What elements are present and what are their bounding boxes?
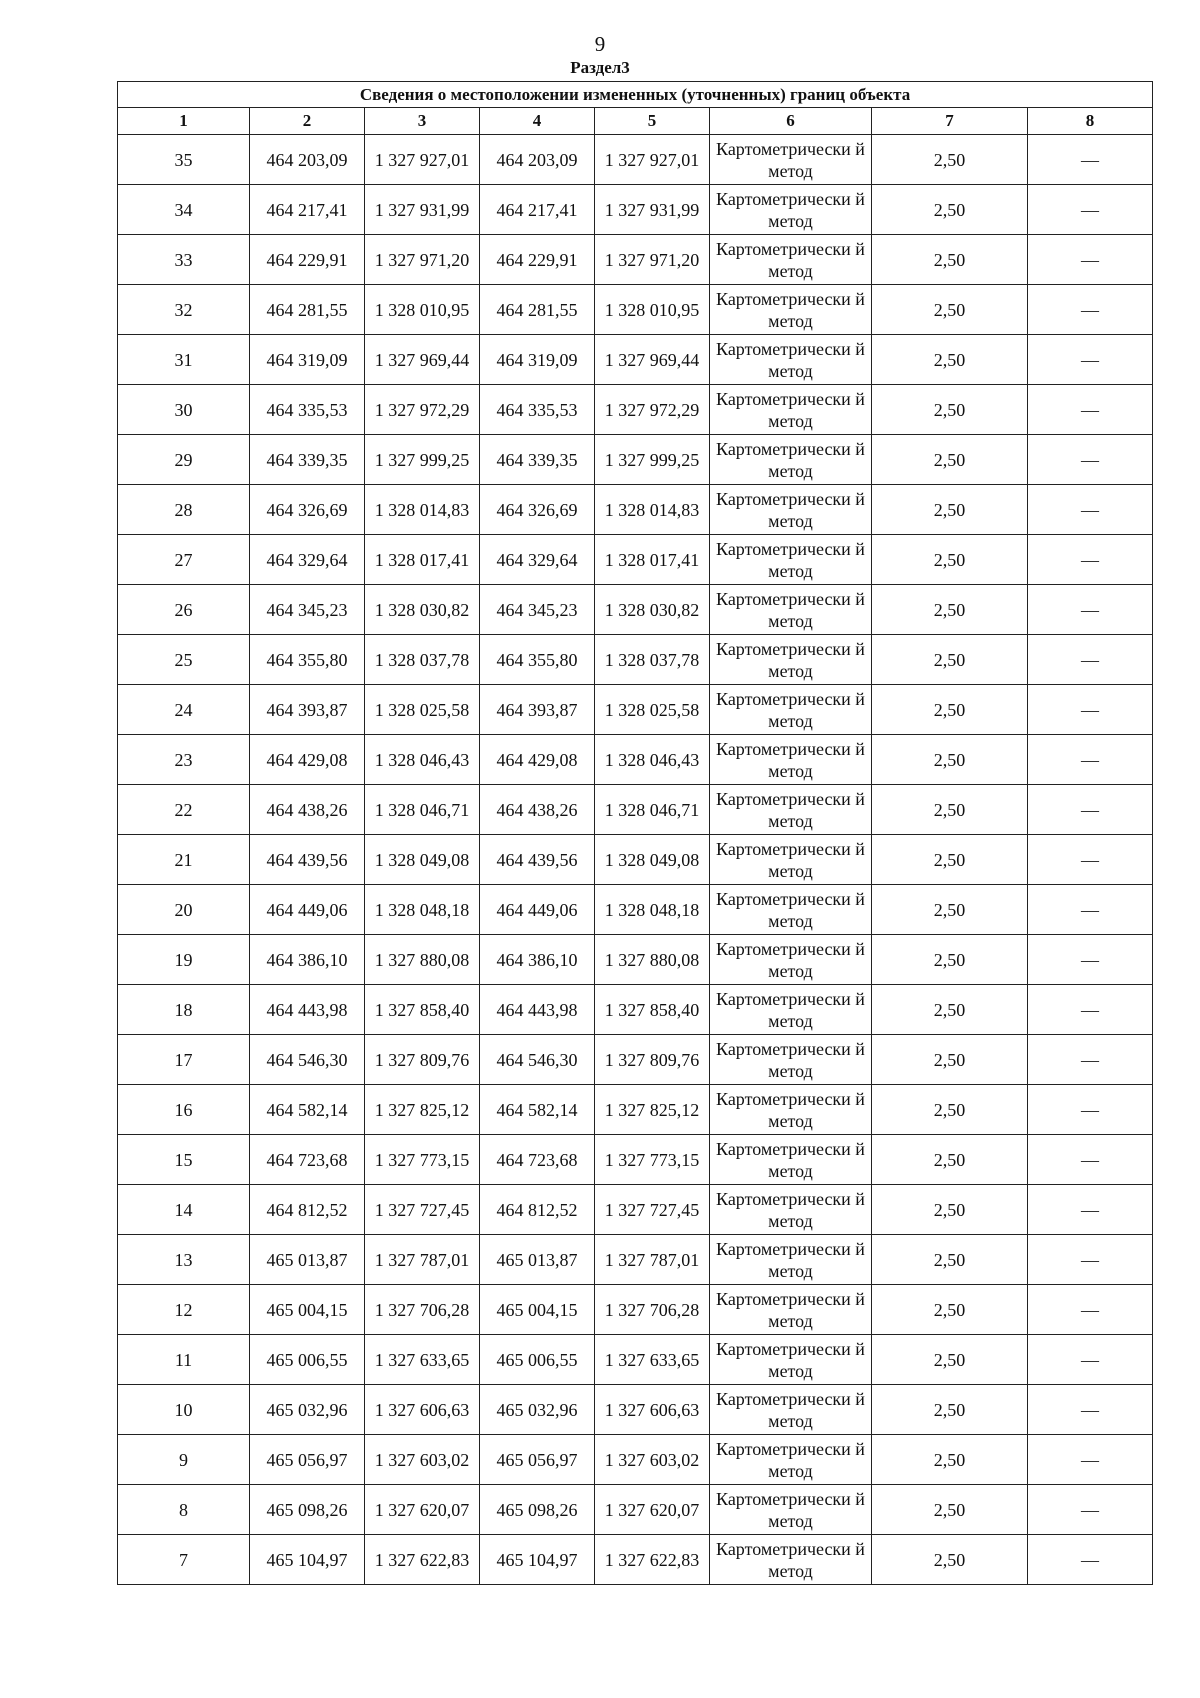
- x-new-cell: 465 006,55: [480, 1335, 595, 1385]
- x-new-cell: 464 345,23: [480, 585, 595, 635]
- y-new-cell: 1 328 049,08: [595, 835, 710, 885]
- method-cell: Картометрически й метод: [710, 1335, 872, 1385]
- point-number-cell: 23: [118, 735, 250, 785]
- table-row: [118, 785, 1153, 835]
- point-number-cell: 19: [118, 935, 250, 985]
- table-row: [118, 235, 1153, 285]
- x-new-cell: 465 104,97: [480, 1535, 595, 1585]
- x-old-cell: 465 004,15: [250, 1285, 365, 1335]
- x-new-cell: 465 013,87: [480, 1235, 595, 1285]
- description-cell: —: [1028, 235, 1153, 285]
- x-new-cell: 464 217,41: [480, 185, 595, 235]
- table-row: [118, 885, 1153, 935]
- point-number-cell: 7: [118, 1535, 250, 1585]
- y-new-cell: 1 327 931,99: [595, 185, 710, 235]
- table-row: [118, 435, 1153, 485]
- y-old-cell: 1 328 049,08: [365, 835, 480, 885]
- accuracy-cell: 2,50: [872, 235, 1028, 285]
- accuracy-cell: 2,50: [872, 685, 1028, 735]
- y-new-cell: 1 327 972,29: [595, 385, 710, 435]
- point-number-cell: 29: [118, 435, 250, 485]
- y-new-cell: 1 328 046,43: [595, 735, 710, 785]
- method-cell: Картометрически й метод: [710, 1535, 872, 1585]
- accuracy-cell: 2,50: [872, 1335, 1028, 1385]
- table-caption: Сведения о местоположении измененных (уточненных) границ объекта: [118, 82, 1153, 108]
- description-cell: —: [1028, 785, 1153, 835]
- y-new-cell: 1 328 048,18: [595, 885, 710, 935]
- y-old-cell: 1 327 706,28: [365, 1285, 480, 1335]
- x-old-cell: 464 449,06: [250, 885, 365, 935]
- description-cell: —: [1028, 1285, 1153, 1335]
- y-old-cell: 1 327 972,29: [365, 385, 480, 435]
- x-old-cell: 464 326,69: [250, 485, 365, 535]
- column-header-1: 1: [118, 108, 250, 135]
- x-old-cell: 465 098,26: [250, 1485, 365, 1535]
- point-number-cell: 12: [118, 1285, 250, 1335]
- table-row: [118, 1035, 1153, 1085]
- y-old-cell: 1 328 037,78: [365, 635, 480, 685]
- description-cell: —: [1028, 1185, 1153, 1235]
- description-cell: —: [1028, 135, 1153, 185]
- column-header-4: 4: [480, 108, 595, 135]
- y-old-cell: 1 327 633,65: [365, 1335, 480, 1385]
- x-new-cell: 465 056,97: [480, 1435, 595, 1485]
- description-cell: —: [1028, 1485, 1153, 1535]
- accuracy-cell: 2,50: [872, 1485, 1028, 1535]
- table-caption-row: [118, 82, 1153, 108]
- column-header-8: 8: [1028, 108, 1153, 135]
- accuracy-cell: 2,50: [872, 785, 1028, 835]
- y-new-cell: 1 327 825,12: [595, 1085, 710, 1135]
- x-new-cell: 464 355,80: [480, 635, 595, 685]
- x-new-cell: 464 546,30: [480, 1035, 595, 1085]
- description-cell: —: [1028, 285, 1153, 335]
- method-cell: Картометрически й метод: [710, 785, 872, 835]
- y-old-cell: 1 328 030,82: [365, 585, 480, 635]
- x-new-cell: 464 723,68: [480, 1135, 595, 1185]
- section-title: Раздел3: [570, 58, 630, 77]
- column-header-7: 7: [872, 108, 1028, 135]
- table-body: [118, 135, 1153, 1585]
- x-old-cell: 464 439,56: [250, 835, 365, 885]
- x-new-cell: 465 004,15: [480, 1285, 595, 1335]
- point-number-cell: 31: [118, 335, 250, 385]
- table-row: [118, 385, 1153, 435]
- description-cell: —: [1028, 935, 1153, 985]
- description-cell: —: [1028, 1235, 1153, 1285]
- x-new-cell: 465 032,96: [480, 1385, 595, 1435]
- x-old-cell: 464 345,23: [250, 585, 365, 635]
- y-old-cell: 1 328 017,41: [365, 535, 480, 585]
- point-number-cell: 11: [118, 1335, 250, 1385]
- accuracy-cell: 2,50: [872, 135, 1028, 185]
- y-old-cell: 1 327 773,15: [365, 1135, 480, 1185]
- x-old-cell: 464 429,08: [250, 735, 365, 785]
- y-old-cell: 1 327 727,45: [365, 1185, 480, 1235]
- description-cell: —: [1028, 735, 1153, 785]
- table-row: [118, 585, 1153, 635]
- accuracy-cell: 2,50: [872, 1135, 1028, 1185]
- x-new-cell: 464 582,14: [480, 1085, 595, 1135]
- method-cell: Картометрически й метод: [710, 385, 872, 435]
- y-old-cell: 1 327 606,63: [365, 1385, 480, 1435]
- y-new-cell: 1 328 010,95: [595, 285, 710, 335]
- description-cell: —: [1028, 1435, 1153, 1485]
- point-number-cell: 15: [118, 1135, 250, 1185]
- x-old-cell: 464 546,30: [250, 1035, 365, 1085]
- table-row: [118, 985, 1153, 1035]
- x-old-cell: 465 104,97: [250, 1535, 365, 1585]
- accuracy-cell: 2,50: [872, 435, 1028, 485]
- table-row: [118, 185, 1153, 235]
- y-new-cell: 1 327 969,44: [595, 335, 710, 385]
- y-new-cell: 1 328 037,78: [595, 635, 710, 685]
- description-cell: —: [1028, 1135, 1153, 1185]
- description-cell: —: [1028, 835, 1153, 885]
- method-cell: Картометрически й метод: [710, 1435, 872, 1485]
- y-old-cell: 1 327 999,25: [365, 435, 480, 485]
- method-cell: Картометрически й метод: [710, 1135, 872, 1185]
- y-old-cell: 1 327 620,07: [365, 1485, 480, 1535]
- y-new-cell: 1 327 858,40: [595, 985, 710, 1035]
- y-new-cell: 1 327 706,28: [595, 1285, 710, 1335]
- method-cell: Картометрически й метод: [710, 985, 872, 1035]
- x-new-cell: 464 812,52: [480, 1185, 595, 1235]
- x-old-cell: 465 056,97: [250, 1435, 365, 1485]
- table-row: [118, 1385, 1153, 1435]
- table-row: [118, 1485, 1153, 1535]
- x-old-cell: 464 812,52: [250, 1185, 365, 1235]
- accuracy-cell: 2,50: [872, 285, 1028, 335]
- accuracy-cell: 2,50: [872, 885, 1028, 935]
- table-row: [118, 485, 1153, 535]
- point-number-cell: 30: [118, 385, 250, 435]
- x-new-cell: 464 429,08: [480, 735, 595, 785]
- y-old-cell: 1 328 025,58: [365, 685, 480, 735]
- x-old-cell: 464 217,41: [250, 185, 365, 235]
- x-old-cell: 464 393,87: [250, 685, 365, 735]
- description-cell: —: [1028, 435, 1153, 485]
- table-row: [118, 685, 1153, 735]
- y-new-cell: 1 328 030,82: [595, 585, 710, 635]
- page-number: 9: [594, 32, 606, 56]
- column-header-2: 2: [250, 108, 365, 135]
- x-new-cell: 464 449,06: [480, 885, 595, 935]
- method-cell: Картометрически й метод: [710, 535, 872, 585]
- method-cell: Картометрически й метод: [710, 335, 872, 385]
- y-new-cell: 1 327 880,08: [595, 935, 710, 985]
- method-cell: Картометрически й метод: [710, 1385, 872, 1435]
- method-cell: Картометрически й метод: [710, 685, 872, 735]
- description-cell: —: [1028, 535, 1153, 585]
- y-new-cell: 1 327 620,07: [595, 1485, 710, 1535]
- method-cell: Картометрически й метод: [710, 185, 872, 235]
- description-cell: —: [1028, 885, 1153, 935]
- accuracy-cell: 2,50: [872, 1085, 1028, 1135]
- description-cell: —: [1028, 335, 1153, 385]
- point-number-cell: 13: [118, 1235, 250, 1285]
- x-new-cell: 464 439,56: [480, 835, 595, 885]
- y-old-cell: 1 328 010,95: [365, 285, 480, 335]
- point-number-cell: 9: [118, 1435, 250, 1485]
- method-cell: Картометрически й метод: [710, 735, 872, 785]
- point-number-cell: 28: [118, 485, 250, 535]
- table-row: [118, 1435, 1153, 1485]
- table-row: [118, 1135, 1153, 1185]
- y-new-cell: 1 327 622,83: [595, 1535, 710, 1585]
- y-new-cell: 1 327 927,01: [595, 135, 710, 185]
- x-old-cell: 464 582,14: [250, 1085, 365, 1135]
- x-old-cell: 464 329,64: [250, 535, 365, 585]
- point-number-cell: 18: [118, 985, 250, 1035]
- x-new-cell: 464 339,35: [480, 435, 595, 485]
- x-old-cell: 464 723,68: [250, 1135, 365, 1185]
- y-old-cell: 1 327 931,99: [365, 185, 480, 235]
- y-old-cell: 1 327 971,20: [365, 235, 480, 285]
- description-cell: —: [1028, 635, 1153, 685]
- accuracy-cell: 2,50: [872, 535, 1028, 585]
- accuracy-cell: 2,50: [872, 335, 1028, 385]
- y-new-cell: 1 327 787,01: [595, 1235, 710, 1285]
- method-cell: Картометрически й метод: [710, 885, 872, 935]
- accuracy-cell: 2,50: [872, 1435, 1028, 1485]
- x-old-cell: 465 006,55: [250, 1335, 365, 1385]
- y-new-cell: 1 328 017,41: [595, 535, 710, 585]
- point-number-cell: 20: [118, 885, 250, 935]
- y-old-cell: 1 327 809,76: [365, 1035, 480, 1085]
- column-header-5: 5: [595, 108, 710, 135]
- table-row: [118, 935, 1153, 985]
- method-cell: Картометрически й метод: [710, 1285, 872, 1335]
- point-number-cell: 17: [118, 1035, 250, 1085]
- point-number-cell: 22: [118, 785, 250, 835]
- accuracy-cell: 2,50: [872, 385, 1028, 435]
- accuracy-cell: 2,50: [872, 485, 1028, 535]
- y-old-cell: 1 328 046,43: [365, 735, 480, 785]
- y-old-cell: 1 327 969,44: [365, 335, 480, 385]
- y-new-cell: 1 327 773,15: [595, 1135, 710, 1185]
- point-number-cell: 21: [118, 835, 250, 885]
- accuracy-cell: 2,50: [872, 585, 1028, 635]
- method-cell: Картометрически й метод: [710, 1035, 872, 1085]
- accuracy-cell: 2,50: [872, 1535, 1028, 1585]
- method-cell: Картометрически й метод: [710, 285, 872, 335]
- x-new-cell: 464 229,91: [480, 235, 595, 285]
- y-old-cell: 1 328 048,18: [365, 885, 480, 935]
- table-row: [118, 535, 1153, 585]
- description-cell: —: [1028, 185, 1153, 235]
- column-header-3: 3: [365, 108, 480, 135]
- y-old-cell: 1 328 046,71: [365, 785, 480, 835]
- point-number-cell: 24: [118, 685, 250, 735]
- x-old-cell: 464 203,09: [250, 135, 365, 185]
- point-number-cell: 27: [118, 535, 250, 585]
- accuracy-cell: 2,50: [872, 985, 1028, 1035]
- table-row: [118, 335, 1153, 385]
- y-old-cell: 1 327 858,40: [365, 985, 480, 1035]
- point-number-cell: 14: [118, 1185, 250, 1235]
- method-cell: Картометрически й метод: [710, 935, 872, 985]
- accuracy-cell: 2,50: [872, 935, 1028, 985]
- method-cell: Картометрически й метод: [710, 1235, 872, 1285]
- description-cell: —: [1028, 1085, 1153, 1135]
- y-new-cell: 1 327 727,45: [595, 1185, 710, 1235]
- y-new-cell: 1 327 606,63: [595, 1385, 710, 1435]
- x-new-cell: 464 329,64: [480, 535, 595, 585]
- y-new-cell: 1 327 809,76: [595, 1035, 710, 1085]
- x-old-cell: 464 319,09: [250, 335, 365, 385]
- x-old-cell: 464 438,26: [250, 785, 365, 835]
- y-old-cell: 1 327 603,02: [365, 1435, 480, 1485]
- accuracy-cell: 2,50: [872, 1035, 1028, 1085]
- point-number-cell: 8: [118, 1485, 250, 1535]
- y-new-cell: 1 327 603,02: [595, 1435, 710, 1485]
- x-old-cell: 464 335,53: [250, 385, 365, 435]
- method-cell: Картометрически й метод: [710, 835, 872, 885]
- description-cell: —: [1028, 1385, 1153, 1435]
- point-number-cell: 32: [118, 285, 250, 335]
- accuracy-cell: 2,50: [872, 185, 1028, 235]
- table-row: [118, 1235, 1153, 1285]
- x-new-cell: 464 443,98: [480, 985, 595, 1035]
- point-number-cell: 26: [118, 585, 250, 635]
- method-cell: Картометрически й метод: [710, 1185, 872, 1235]
- y-old-cell: 1 327 927,01: [365, 135, 480, 185]
- y-new-cell: 1 327 633,65: [595, 1335, 710, 1385]
- method-cell: Картометрически й метод: [710, 135, 872, 185]
- y-new-cell: 1 327 999,25: [595, 435, 710, 485]
- table-row: [118, 1085, 1153, 1135]
- y-new-cell: 1 328 014,83: [595, 485, 710, 535]
- x-new-cell: 465 098,26: [480, 1485, 595, 1535]
- y-old-cell: 1 328 014,83: [365, 485, 480, 535]
- column-number-row: [118, 108, 1153, 135]
- method-cell: Картометрически й метод: [710, 635, 872, 685]
- x-old-cell: 464 281,55: [250, 285, 365, 335]
- point-number-cell: 33: [118, 235, 250, 285]
- accuracy-cell: 2,50: [872, 835, 1028, 885]
- x-old-cell: 464 355,80: [250, 635, 365, 685]
- x-new-cell: 464 203,09: [480, 135, 595, 185]
- method-cell: Картометрически й метод: [710, 585, 872, 635]
- table-row: [118, 635, 1153, 685]
- accuracy-cell: 2,50: [872, 1235, 1028, 1285]
- table-row: [118, 835, 1153, 885]
- table-row: [118, 1185, 1153, 1235]
- table-row: [118, 135, 1153, 185]
- description-cell: —: [1028, 385, 1153, 435]
- x-old-cell: 465 032,96: [250, 1385, 365, 1435]
- x-old-cell: 464 386,10: [250, 935, 365, 985]
- description-cell: —: [1028, 685, 1153, 735]
- table-row: [118, 1285, 1153, 1335]
- description-cell: —: [1028, 1335, 1153, 1385]
- point-number-cell: 16: [118, 1085, 250, 1135]
- y-old-cell: 1 327 622,83: [365, 1535, 480, 1585]
- coordinates-table: [117, 81, 1153, 1585]
- accuracy-cell: 2,50: [872, 1185, 1028, 1235]
- method-cell: Картометрически й метод: [710, 485, 872, 535]
- method-cell: Картометрически й метод: [710, 1085, 872, 1135]
- accuracy-cell: 2,50: [872, 1285, 1028, 1335]
- x-old-cell: 464 229,91: [250, 235, 365, 285]
- table-row: [118, 1535, 1153, 1585]
- x-new-cell: 464 335,53: [480, 385, 595, 435]
- point-number-cell: 10: [118, 1385, 250, 1435]
- x-new-cell: 464 281,55: [480, 285, 595, 335]
- y-new-cell: 1 327 971,20: [595, 235, 710, 285]
- x-new-cell: 464 319,09: [480, 335, 595, 385]
- y-old-cell: 1 327 787,01: [365, 1235, 480, 1285]
- method-cell: Картометрически й метод: [710, 235, 872, 285]
- accuracy-cell: 2,50: [872, 735, 1028, 785]
- x-new-cell: 464 386,10: [480, 935, 595, 985]
- y-new-cell: 1 328 025,58: [595, 685, 710, 735]
- point-number-cell: 35: [118, 135, 250, 185]
- point-number-cell: 25: [118, 635, 250, 685]
- x-new-cell: 464 326,69: [480, 485, 595, 535]
- description-cell: —: [1028, 585, 1153, 635]
- accuracy-cell: 2,50: [872, 635, 1028, 685]
- description-cell: —: [1028, 1535, 1153, 1585]
- y-old-cell: 1 327 880,08: [365, 935, 480, 985]
- x-new-cell: 464 438,26: [480, 785, 595, 835]
- accuracy-cell: 2,50: [872, 1385, 1028, 1435]
- column-header-6: 6: [710, 108, 872, 135]
- description-cell: —: [1028, 485, 1153, 535]
- description-cell: —: [1028, 1035, 1153, 1085]
- method-cell: Картометрически й метод: [710, 435, 872, 485]
- point-number-cell: 34: [118, 185, 250, 235]
- table-row: [118, 1335, 1153, 1385]
- y-old-cell: 1 327 825,12: [365, 1085, 480, 1135]
- table-row: [118, 735, 1153, 785]
- x-old-cell: 464 339,35: [250, 435, 365, 485]
- y-new-cell: 1 328 046,71: [595, 785, 710, 835]
- x-old-cell: 464 443,98: [250, 985, 365, 1035]
- method-cell: Картометрически й метод: [710, 1485, 872, 1535]
- description-cell: —: [1028, 985, 1153, 1035]
- x-new-cell: 464 393,87: [480, 685, 595, 735]
- table-row: [118, 285, 1153, 335]
- x-old-cell: 465 013,87: [250, 1235, 365, 1285]
